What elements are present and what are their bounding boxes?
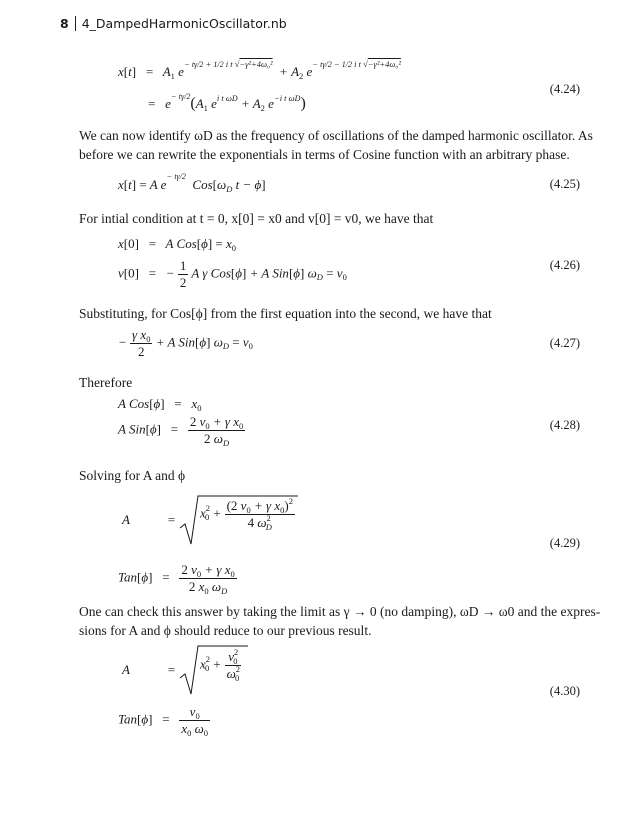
equation-number-4-24: (4.24) [549,82,580,96]
paragraph-3: Substituting, for Cos[ϕ] from the first equation into the second, we have that [79,306,492,321]
equation-4-29-eq-a: = [167,512,176,527]
equation-number-4-25: (4.25) [549,177,580,191]
equation-4-27: − $\frac{\gamma x_0}{2}$ + A Sin[ϕ] $\omega_D = v_0$ [118,327,253,359]
equation-4-25: x[t] = A $e^{- t\gamma/2}$ $Cos[\omega_D$ t − ϕ] [118,171,266,194]
page-header [60,16,287,31]
paragraph-1-line2: before we can rewrite the exponentials in terms of Cosine function with an arbitrary phase. [79,147,570,162]
page-number: 8 [60,16,69,31]
equation-4-30-lhs-a: A [122,662,130,677]
paragraph-5: Solving for A and ϕ [79,468,186,483]
file-name: 4_DampedHarmonicOscillator.nb [81,16,287,31]
equation-number-4-29: (4.29) [549,536,580,550]
equation-4-24-line2: = $e^{- t\gamma/2}(A_1$ $e^{i t \omega D} + A_2$ $e^{-i t \omega D}$) [148,91,306,113]
header-divider [75,16,76,31]
equation-4-24-line1: x[t] = $A_1$ $e^{- t\gamma/2 + 1/2 i t √-\gamma^2+4\omega_0^2} + A_2$ $e^{- t\gamma/2 - 1/2 i t √-\gamma^2+4\omega_0^2}$ [118,59,401,81]
equation-number-4-26: (4.26) [549,258,580,272]
equation-4-26-line2: v[0] = − $\frac{1}{2}$ A γ Cos[ϕ] + A Sin[ϕ] $\omega_D = v_0$ [118,258,347,290]
paragraph-1-line1: We can now identify ωD as the frequency of oscillations of the damped harmonic oscillator. As [79,128,593,143]
equation-4-30-a-rhs: $x^2_0$ + $\frac{v^2_0}{\omega^2_0}$ [200,647,240,683]
equation-4-29-lhs-tan: Tan[ϕ] = $\frac{2 v_0 + \gamma x_0}{2 x_0 \omega_D}$ [118,562,235,596]
equation-number-4-27: (4.27) [549,336,580,350]
equation-4-26-line1: x[0] = A $Cos[\phi] = x_0$ [118,236,237,253]
paragraph-4: Therefore [79,375,133,390]
equation-number-4-28: (4.28) [549,418,580,432]
equation-4-30-eq-a: = [167,662,176,677]
paragraph-6-line1: One can check this answer by taking the limit as γ → 0 (no damping), ωD → ω0 and the expres- [79,604,601,619]
paragraph-6-line2: sions for A and ϕ should reduce to our previous result. [79,623,372,638]
equation-4-29-a-rhs: $x^2_0$ + $\frac{(2 v_0 + \gamma x_0)^2}{4 \omega^2_D}$ [200,496,293,532]
equation-4-28-line2: A Sin[ϕ] = $\frac{2 v_0 + \gamma x_0}{2 \omega_D}$ [118,414,244,448]
equation-number-4-30: (4.30) [549,684,580,698]
equation-4-30-lhs-tan: Tan[ϕ] = $\frac{v_0}{x_0 \omega_0}$ [118,704,209,738]
paragraph-2: For intial condition at t = 0, x[0] = x0 and v[0] = v0, we have that [79,211,434,226]
equation-4-29-lhs-a: A [122,512,130,527]
equation-4-28-line1: A Cos[ϕ] = $x_0$ [118,396,202,413]
